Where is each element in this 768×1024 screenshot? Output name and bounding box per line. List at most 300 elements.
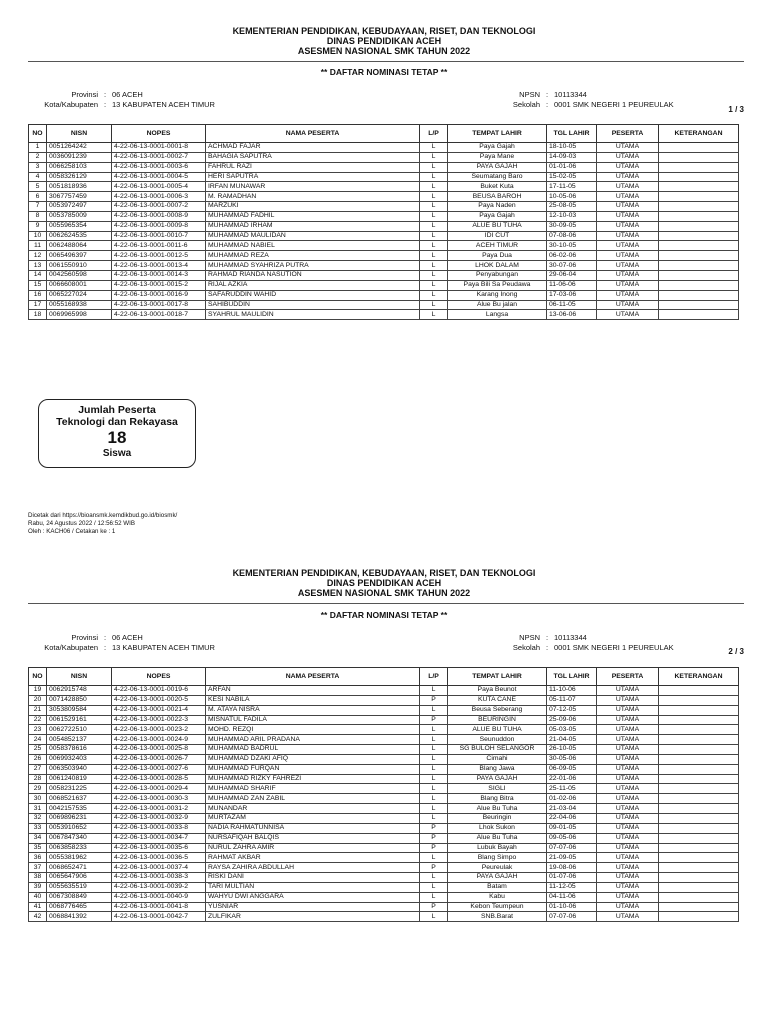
col-tgl-lahir-cell: 15-02-05 <box>547 172 597 182</box>
col-nisn-cell: 0042560598 <box>47 270 112 280</box>
col-no-cell: 3 <box>29 162 47 172</box>
col-tgl-lahir-cell: 21-03-04 <box>547 804 597 814</box>
col-nopes-cell: 4-22-06-13-0001-0014-3 <box>112 270 206 280</box>
col-tgl-lahir-header: TGL LAHIR <box>547 125 597 143</box>
col-peserta-cell: UTAMA <box>597 300 659 310</box>
col-peserta-cell: UTAMA <box>597 290 659 300</box>
table-row <box>29 764 739 774</box>
col-tempat-lahir-cell: Alue Bu Tuha <box>448 833 547 843</box>
header-exam: ASESMEN NASIONAL SMK TAHUN 2022 <box>297 588 471 598</box>
table-row <box>29 280 739 290</box>
col-lp-cell: L <box>420 192 448 202</box>
col-nisn-cell: 0069932403 <box>47 754 112 764</box>
col-peserta-cell: UTAMA <box>597 261 659 271</box>
col-tgl-lahir-cell: 25-08-05 <box>547 202 597 212</box>
table-row <box>29 823 739 833</box>
table-row <box>29 231 739 241</box>
col-nopes-cell: 4-22-06-13-0001-0004-5 <box>112 172 206 182</box>
col-keterangan-cell <box>659 192 739 202</box>
table-row <box>29 794 739 804</box>
table-row <box>29 863 739 873</box>
col-nopes-cell: 4-22-06-13-0001-0039-2 <box>112 882 206 892</box>
col-nama-cell: MUHAMMAD FURQAN <box>206 764 420 774</box>
provinsi-value: 06 ACEH <box>112 90 143 99</box>
col-nopes-cell: 4-22-06-13-0001-0015-2 <box>112 280 206 290</box>
participant-table <box>28 667 739 922</box>
col-tgl-lahir-cell: 05-03-05 <box>547 725 597 735</box>
table-row <box>29 192 739 202</box>
col-peserta-cell: UTAMA <box>597 774 659 784</box>
col-keterangan-cell <box>659 902 739 912</box>
col-peserta-header: PESERTA <box>597 125 659 143</box>
col-lp-header: L/P <box>420 125 448 143</box>
col-nopes-header: NOPES <box>112 125 206 143</box>
col-tempat-lahir-cell: Batam <box>448 882 547 892</box>
col-tgl-lahir-cell: 21-09-05 <box>547 853 597 863</box>
col-nama-cell: MUHAMMAD SHARIF <box>206 784 420 794</box>
col-nama-cell: RAYSA ZAHIRA ABDULLAH <box>206 863 420 873</box>
col-nisn-cell: 0066608001 <box>47 280 112 290</box>
col-keterangan-cell <box>659 686 739 696</box>
col-nama-cell: MUHAMMAD MAULIDAN <box>206 231 420 241</box>
col-no-cell: 35 <box>29 843 47 853</box>
table-row <box>29 182 739 192</box>
col-tgl-lahir-cell: 07-07-06 <box>547 843 597 853</box>
col-tgl-lahir-cell: 30-07-06 <box>547 261 597 271</box>
col-lp-cell: L <box>420 261 448 271</box>
header-department: DINAS PENDIDIKAN ACEH <box>326 578 442 588</box>
kota-value: 13 KABUPATEN ACEH TIMUR <box>112 643 215 652</box>
col-nopes-cell: 4-22-06-13-0001-0023-2 <box>112 725 206 735</box>
col-keterangan-cell <box>659 843 739 853</box>
col-no-cell: 4 <box>29 172 47 182</box>
col-tgl-lahir-cell: 18-10-05 <box>547 143 597 153</box>
col-no-cell: 19 <box>29 686 47 696</box>
table-row <box>29 162 739 172</box>
table-row <box>29 882 739 892</box>
col-tempat-lahir-cell: Langsa <box>448 310 547 320</box>
col-tgl-lahir-cell: 17-03-06 <box>547 290 597 300</box>
sekolah-label: Sekolah <box>512 100 540 109</box>
col-tempat-lahir-cell: PAYA GAJAH <box>448 774 547 784</box>
col-keterangan-cell <box>659 162 739 172</box>
col-lp-cell: L <box>420 912 448 922</box>
col-peserta-cell: UTAMA <box>597 686 659 696</box>
col-tgl-lahir-cell: 11-10-06 <box>547 686 597 696</box>
col-nopes-cell: 4-22-06-13-0001-0009-8 <box>112 221 206 231</box>
col-peserta-cell: UTAMA <box>597 280 659 290</box>
col-lp-cell: L <box>420 310 448 320</box>
col-keterangan-cell <box>659 261 739 271</box>
col-nopes-cell: 4-22-06-13-0001-0027-6 <box>112 764 206 774</box>
table-row <box>29 695 739 705</box>
col-peserta-cell: UTAMA <box>597 853 659 863</box>
table-row <box>29 833 739 843</box>
table-row <box>29 853 739 863</box>
col-peserta-cell: UTAMA <box>597 823 659 833</box>
col-nama-cell: RAHMAT AKBAR <box>206 853 420 863</box>
col-no-cell: 2 <box>29 152 47 162</box>
col-lp-cell: L <box>420 764 448 774</box>
col-keterangan-cell <box>659 310 739 320</box>
col-nisn-cell: 0067308849 <box>47 892 112 902</box>
col-no-cell: 22 <box>29 715 47 725</box>
col-tempat-lahir-cell: Paya Beunot <box>448 686 547 696</box>
col-lp-cell: L <box>420 873 448 883</box>
col-peserta-cell: UTAMA <box>597 735 659 745</box>
col-lp-cell: L <box>420 143 448 153</box>
table-row <box>29 241 739 251</box>
col-peserta-cell: UTAMA <box>597 705 659 715</box>
col-nama-cell: MUHAMMAD FADHIL <box>206 211 420 221</box>
col-nopes-cell: 4-22-06-13-0001-0032-9 <box>112 813 206 823</box>
col-no-cell: 1 <box>29 143 47 153</box>
col-no-cell: 27 <box>29 764 47 774</box>
col-peserta-cell: UTAMA <box>597 182 659 192</box>
col-tempat-lahir-cell: SNB.Barat <box>448 912 547 922</box>
col-no-cell: 20 <box>29 695 47 705</box>
list-title: ** DAFTAR NOMINASI TETAP ** <box>320 67 448 77</box>
col-tempat-lahir-cell: BEURINGIN <box>448 715 547 725</box>
col-lp-cell: L <box>420 152 448 162</box>
page-2 <box>0 560 768 1024</box>
col-peserta-cell: UTAMA <box>597 745 659 755</box>
col-lp-cell: L <box>420 290 448 300</box>
col-nisn-cell: 0067847340 <box>47 833 112 843</box>
col-nama-cell: MURTAZAM <box>206 813 420 823</box>
col-lp-cell: P <box>420 843 448 853</box>
col-nopes-cell: 4-22-06-13-0001-0041-8 <box>112 902 206 912</box>
col-nama-cell: SAHIBUDDIN <box>206 300 420 310</box>
col-nama-cell: MUHAMMAD DZAKI AFIQ <box>206 754 420 764</box>
col-nisn-cell: 0053910652 <box>47 823 112 833</box>
header-divider <box>28 61 744 62</box>
col-nisn-cell: 0058231225 <box>47 784 112 794</box>
table-row <box>29 290 739 300</box>
page-number: 1 / 3 <box>728 105 744 114</box>
col-tempat-lahir-cell: Seunuddon <box>448 735 547 745</box>
col-nama-cell: RIJAL AZKIA <box>206 280 420 290</box>
table-row <box>29 251 739 261</box>
col-tempat-lahir-cell: Penyabungan <box>448 270 547 280</box>
col-tempat-lahir-cell: Buket Kuta <box>448 182 547 192</box>
col-nama-cell: MOHD. REZQI <box>206 725 420 735</box>
col-keterangan-cell <box>659 754 739 764</box>
col-keterangan-cell <box>659 804 739 814</box>
col-peserta-cell: UTAMA <box>597 873 659 883</box>
col-tgl-lahir-cell: 07-12-05 <box>547 705 597 715</box>
col-tempat-lahir-cell: Blang Bitra <box>448 794 547 804</box>
provinsi-value: 06 ACEH <box>112 633 143 642</box>
col-tempat-lahir-header: TEMPAT LAHIR <box>448 125 547 143</box>
col-tgl-lahir-cell: 07-07-06 <box>547 912 597 922</box>
col-nama-cell: ACHMAD FAJAR <box>206 143 420 153</box>
page-header <box>0 26 768 56</box>
col-keterangan-cell <box>659 202 739 212</box>
summary-label: Jumlah Peserta <box>78 404 156 416</box>
col-nama-cell: SAFARUDDIN WAHID <box>206 290 420 300</box>
col-no-cell: 26 <box>29 754 47 764</box>
col-nisn-cell: 0054852137 <box>47 735 112 745</box>
col-nisn-cell: 3067757459 <box>47 192 112 202</box>
col-tempat-lahir-cell: Kebon Teumpeun <box>448 902 547 912</box>
col-nisn-cell: 0036091239 <box>47 152 112 162</box>
col-nopes-cell: 4-22-06-13-0001-0011-6 <box>112 241 206 251</box>
col-nisn-cell: 0068776465 <box>47 902 112 912</box>
col-no-cell: 24 <box>29 735 47 745</box>
col-tempat-lahir-cell: PAYA GAJAH <box>448 873 547 883</box>
col-peserta-cell: UTAMA <box>597 882 659 892</box>
col-nopes-cell: 4-22-06-13-0001-0021-4 <box>112 705 206 715</box>
col-nisn-cell: 0055381962 <box>47 853 112 863</box>
col-nama-cell: NURSAFIQAH BALQIS <box>206 833 420 843</box>
col-tgl-lahir-cell: 04-11-06 <box>547 892 597 902</box>
col-keterangan-cell <box>659 221 739 231</box>
col-nopes-cell: 4-22-06-13-0001-0007-2 <box>112 202 206 212</box>
col-lp-header: L/P <box>420 668 448 686</box>
col-no-cell: 28 <box>29 774 47 784</box>
col-nopes-cell: 4-22-06-13-0001-0006-3 <box>112 192 206 202</box>
col-peserta-cell: UTAMA <box>597 843 659 853</box>
col-nama-cell: SYAHRUL MAULIDIN <box>206 310 420 320</box>
col-nama-cell: ARFAN <box>206 686 420 696</box>
col-nama-cell: TARI MULTIAN <box>206 882 420 892</box>
col-tgl-lahir-cell: 13-06-06 <box>547 310 597 320</box>
col-tgl-lahir-cell: 07-08-06 <box>547 231 597 241</box>
col-nama-cell: MARZUKI <box>206 202 420 212</box>
col-keterangan-cell <box>659 251 739 261</box>
col-no-cell: 5 <box>29 182 47 192</box>
col-tempat-lahir-cell: Alue Bu jalan <box>448 300 547 310</box>
col-lp-cell: L <box>420 784 448 794</box>
col-tempat-lahir-cell: Kabu <box>448 892 547 902</box>
col-peserta-cell: UTAMA <box>597 804 659 814</box>
col-keterangan-cell <box>659 735 739 745</box>
col-lp-cell: P <box>420 833 448 843</box>
col-lp-cell: P <box>420 715 448 725</box>
col-tgl-lahir-cell: 30-05-06 <box>547 754 597 764</box>
school-info: NPSN : 10113344 Sekolah : 0001 SMK NEGERI 1 PEUREULAK <box>500 90 674 110</box>
col-nisn-cell: 0055168938 <box>47 300 112 310</box>
table-header-row <box>29 668 739 686</box>
table-row <box>29 774 739 784</box>
provinsi-label: Provinsi <box>71 633 98 642</box>
npsn-value: 10113344 <box>554 90 587 99</box>
col-no-header: NO <box>29 125 47 143</box>
col-nisn-cell: 0069896231 <box>47 813 112 823</box>
col-nopes-cell: 4-22-06-13-0001-0036-5 <box>112 853 206 863</box>
col-no-cell: 30 <box>29 794 47 804</box>
col-nisn-cell: 0061550910 <box>47 261 112 271</box>
col-no-cell: 23 <box>29 725 47 735</box>
col-nama-cell: HERI SAPUTRA <box>206 172 420 182</box>
col-nisn-cell: 0053785009 <box>47 211 112 221</box>
col-nama-cell: NADIA RAHMATUNNISA <box>206 823 420 833</box>
school-info: NPSN : 10113344 Sekolah : 0001 SMK NEGERI 1 PEUREULAK <box>500 633 674 653</box>
header-department: DINAS PENDIDIKAN ACEH <box>326 36 442 46</box>
col-keterangan-cell <box>659 152 739 162</box>
col-nopes-cell: 4-22-06-13-0001-0038-3 <box>112 873 206 883</box>
col-tgl-lahir-cell: 09-05-06 <box>547 833 597 843</box>
header-exam: ASESMEN NASIONAL SMK TAHUN 2022 <box>297 46 471 56</box>
table-row <box>29 221 739 231</box>
col-nama-cell: MUHAMMAD ZAN ZABIL <box>206 794 420 804</box>
col-tgl-lahir-header: TGL LAHIR <box>547 668 597 686</box>
col-nisn-cell: 0062624535 <box>47 231 112 241</box>
table-row <box>29 784 739 794</box>
col-nama-header: NAMA PESERTA <box>206 125 420 143</box>
col-peserta-cell: UTAMA <box>597 902 659 912</box>
col-no-cell: 8 <box>29 211 47 221</box>
col-tempat-lahir-cell: Blang Simpo <box>448 853 547 863</box>
col-nama-cell: RISKI DANI <box>206 873 420 883</box>
col-nisn-cell: 0068841392 <box>47 912 112 922</box>
table-row <box>29 813 739 823</box>
col-nopes-cell: 4-22-06-13-0001-0028-5 <box>112 774 206 784</box>
col-keterangan-cell <box>659 912 739 922</box>
col-lp-cell: L <box>420 813 448 823</box>
col-keterangan-cell <box>659 764 739 774</box>
col-nopes-cell: 4-22-06-13-0001-0025-8 <box>112 745 206 755</box>
col-nama-cell: MUHAMMAD REZA <box>206 251 420 261</box>
col-no-cell: 9 <box>29 221 47 231</box>
col-nisn-cell: 0051264242 <box>47 143 112 153</box>
col-tempat-lahir-cell: BEUSA BAROH <box>448 192 547 202</box>
col-nopes-cell: 4-22-06-13-0001-0002-7 <box>112 152 206 162</box>
col-lp-cell: L <box>420 300 448 310</box>
col-peserta-cell: UTAMA <box>597 863 659 873</box>
col-peserta-cell: UTAMA <box>597 695 659 705</box>
col-keterangan-header: KETERANGAN <box>659 668 739 686</box>
col-nama-cell: IRFAN MUNAWAR <box>206 182 420 192</box>
footer-source: Dicetak dari https://bioansmk.kemdikbud.go.id/biosmk/ <box>28 512 178 519</box>
col-peserta-cell: UTAMA <box>597 794 659 804</box>
col-keterangan-cell <box>659 745 739 755</box>
col-no-cell: 25 <box>29 745 47 755</box>
col-keterangan-cell <box>659 863 739 873</box>
print-footer <box>28 512 177 536</box>
col-nisn-cell: 0055635519 <box>47 882 112 892</box>
table-row <box>29 745 739 755</box>
col-nopes-cell: 4-22-06-13-0001-0005-4 <box>112 182 206 192</box>
table-row <box>29 686 739 696</box>
sekolah-label: Sekolah <box>512 643 540 652</box>
col-peserta-cell: UTAMA <box>597 725 659 735</box>
col-tgl-lahir-cell: 09-01-05 <box>547 823 597 833</box>
col-lp-cell: P <box>420 863 448 873</box>
summary-box <box>38 399 196 468</box>
col-nisn-cell: 0042157535 <box>47 804 112 814</box>
col-nama-cell: MUHAMMAD BADRUL <box>206 745 420 755</box>
table-row <box>29 202 739 212</box>
col-tgl-lahir-cell: 11-06-06 <box>547 280 597 290</box>
col-tempat-lahir-cell: PAYA GAJAH <box>448 162 547 172</box>
col-tgl-lahir-cell: 01-02-06 <box>547 794 597 804</box>
col-keterangan-cell <box>659 784 739 794</box>
col-keterangan-cell <box>659 873 739 883</box>
col-nisn-header: NISN <box>47 125 112 143</box>
sekolah-value: 0001 SMK NEGERI 1 PEUREULAK <box>554 100 674 109</box>
col-nisn-cell: 0061529161 <box>47 715 112 725</box>
page-header <box>0 568 768 598</box>
col-no-cell: 18 <box>29 310 47 320</box>
col-lp-cell: L <box>420 202 448 212</box>
col-lp-cell: L <box>420 280 448 290</box>
col-lp-cell: P <box>420 695 448 705</box>
col-tgl-lahir-cell: 06-11-05 <box>547 300 597 310</box>
summary-category: Teknologi dan Rekayasa <box>56 416 178 428</box>
col-peserta-cell: UTAMA <box>597 152 659 162</box>
col-keterangan-cell <box>659 280 739 290</box>
col-nopes-cell: 4-22-06-13-0001-0031-2 <box>112 804 206 814</box>
table-row <box>29 912 739 922</box>
col-no-cell: 39 <box>29 882 47 892</box>
table-row <box>29 172 739 182</box>
col-nopes-cell: 4-22-06-13-0001-0010-7 <box>112 231 206 241</box>
col-no-header: NO <box>29 668 47 686</box>
col-keterangan-cell <box>659 853 739 863</box>
col-lp-cell: L <box>420 725 448 735</box>
col-lp-cell: P <box>420 902 448 912</box>
col-tgl-lahir-cell: 21-04-05 <box>547 735 597 745</box>
col-peserta-cell: UTAMA <box>597 231 659 241</box>
col-peserta-cell: UTAMA <box>597 241 659 251</box>
col-peserta-cell: UTAMA <box>597 892 659 902</box>
kota-label: Kota/Kabupaten <box>44 643 98 652</box>
col-nopes-cell: 4-22-06-13-0001-0008-9 <box>112 211 206 221</box>
table-row <box>29 804 739 814</box>
col-no-cell: 10 <box>29 231 47 241</box>
col-tgl-lahir-cell: 22-04-06 <box>547 813 597 823</box>
col-tempat-lahir-cell: IDI CUT <box>448 231 547 241</box>
col-no-cell: 11 <box>29 241 47 251</box>
col-nama-cell: MUHAMMAD ARIL PRADANA <box>206 735 420 745</box>
col-nisn-cell: 0069965998 <box>47 310 112 320</box>
col-keterangan-cell <box>659 172 739 182</box>
header-divider <box>28 603 744 604</box>
col-lp-cell: L <box>420 211 448 221</box>
col-keterangan-cell <box>659 823 739 833</box>
col-tgl-lahir-cell: 25-09-06 <box>547 715 597 725</box>
col-nisn-cell: 0071428850 <box>47 695 112 705</box>
col-lp-cell: L <box>420 231 448 241</box>
npsn-value: 10113344 <box>554 633 587 642</box>
col-tempat-lahir-cell: Paya Mane <box>448 152 547 162</box>
col-tempat-lahir-cell: KUTA CANE <box>448 695 547 705</box>
table-row <box>29 715 739 725</box>
col-nisn-cell: 0065227024 <box>47 290 112 300</box>
col-lp-cell: L <box>420 705 448 715</box>
col-tempat-lahir-cell: Peureulak <box>448 863 547 873</box>
table-row <box>29 300 739 310</box>
col-lp-cell: L <box>420 182 448 192</box>
col-keterangan-cell <box>659 143 739 153</box>
col-no-cell: 17 <box>29 300 47 310</box>
col-nisn-cell: 0058326129 <box>47 172 112 182</box>
npsn-label: NPSN <box>519 633 540 642</box>
col-nopes-cell: 4-22-06-13-0001-0001-8 <box>112 143 206 153</box>
col-peserta-cell: UTAMA <box>597 211 659 221</box>
col-tempat-lahir-header: TEMPAT LAHIR <box>448 668 547 686</box>
col-nama-cell: FAHRUL RAZI <box>206 162 420 172</box>
col-keterangan-cell <box>659 182 739 192</box>
col-nama-cell: KESI NABILA <box>206 695 420 705</box>
col-nisn-cell: 0066258103 <box>47 162 112 172</box>
col-no-cell: 31 <box>29 804 47 814</box>
sekolah-value: 0001 SMK NEGERI 1 PEUREULAK <box>554 643 674 652</box>
col-keterangan-cell <box>659 725 739 735</box>
col-peserta-cell: UTAMA <box>597 813 659 823</box>
